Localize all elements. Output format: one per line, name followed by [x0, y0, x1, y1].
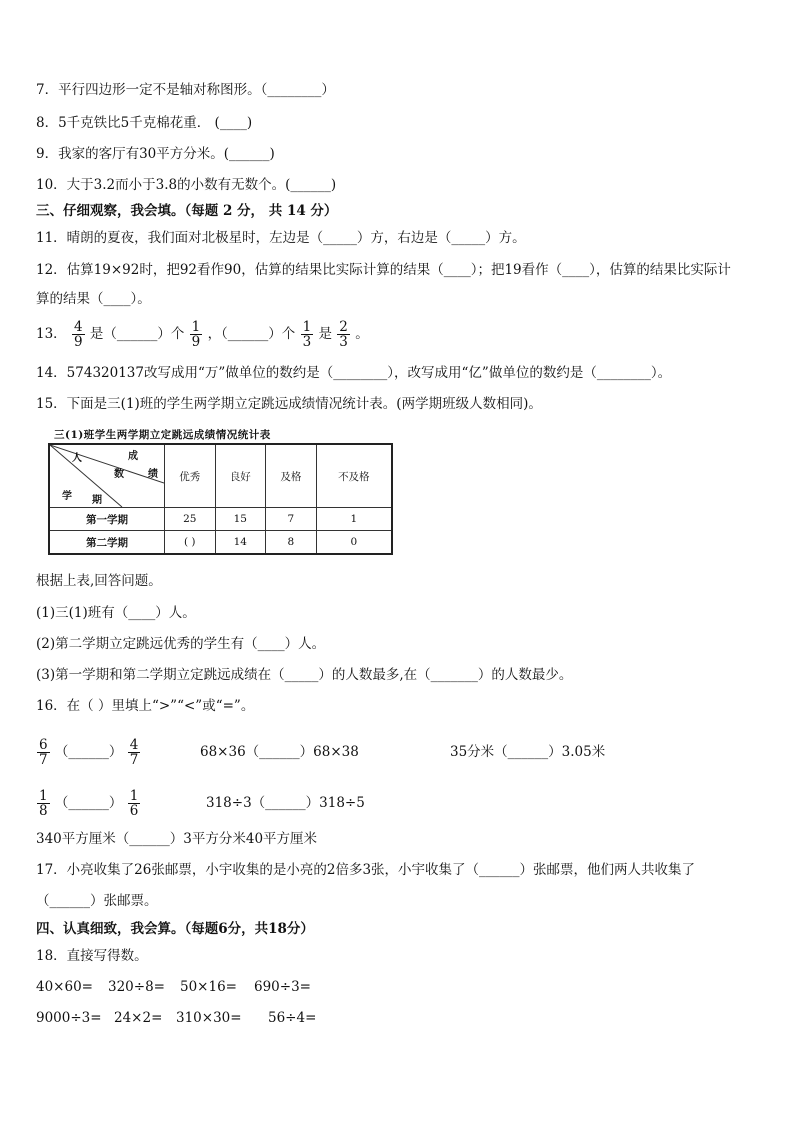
- question-17-line-1: 17．小亮收集了26张邮票，小宇收集的是小亮的2倍多3张，小宇收集了（______）张邮票，他们两人共收集了: [36, 862, 696, 878]
- calc-item: 320÷8=: [108, 979, 165, 995]
- corner-label-ji: 绩: [148, 469, 158, 480]
- table-cell: ( ): [165, 531, 216, 555]
- question-12-line-2: 算的结果（____）。: [36, 291, 151, 307]
- fraction-6-7: $\frac{6}{7}$: [39, 737, 48, 768]
- table-title: 三(1)班学生两学期立定跳远成绩情况统计表: [54, 429, 271, 441]
- fraction-1-6: $\frac{1}{6}$: [129, 788, 139, 819]
- table-cell: 1: [316, 508, 392, 531]
- q16-row-3: 340平方厘米（______）3平方分米40平方厘米: [36, 831, 318, 847]
- row-label: 第一学期: [49, 508, 165, 531]
- question-15-part-3: (3)第一学期和第二学期立定跳远成绩在（_____）的人数最多,在（_______）的人数最少。: [36, 667, 573, 683]
- corner-label-cheng: 成: [128, 451, 138, 462]
- header-pass: 及格: [266, 444, 317, 508]
- table-cell: 0: [316, 531, 392, 555]
- calc-item: 56÷4=: [268, 1010, 317, 1026]
- question-15-part-2: (2)第二学期立定跳远优秀的学生有（____）人。: [36, 636, 326, 652]
- question-8: 8．5千克铁比5千克棉花重． (____): [36, 115, 253, 131]
- q13-text-3: 是: [318, 326, 332, 342]
- table-cell: 14: [215, 531, 266, 555]
- table-row: [49, 531, 392, 555]
- question-15-part-1: (1)三(1)班有（____）人。: [36, 605, 196, 621]
- fraction-1-3: $\frac{1}{3}$: [302, 319, 312, 350]
- calc-item: 24×2=: [114, 1010, 163, 1026]
- question-17-line-2: （______）张邮票。: [36, 893, 158, 909]
- header-excellent: 优秀: [165, 444, 216, 508]
- question-7: 7．平行四边形一定不是轴对称图形。（________）: [36, 82, 335, 98]
- table-row: [49, 508, 392, 531]
- table-cell: 7: [266, 508, 317, 531]
- statistics-table: [48, 427, 393, 555]
- question-10: 10．大于3.2而小于3.8的小数有无数个。(______): [36, 177, 337, 193]
- corner-label-xue: 学: [62, 491, 72, 502]
- calc-item: 50×16=: [180, 979, 237, 995]
- fraction-4-9: $\frac{4}{9}$: [73, 319, 83, 350]
- table-cell: 8: [266, 531, 317, 555]
- question-15: 15．下面是三(1)班的学生两学期立定跳远成绩情况统计表。(两学期班级人数相同)。: [36, 396, 542, 412]
- question-9: 9．我家的客厅有30平方分米。(______): [36, 146, 275, 162]
- question-13: [36, 318, 369, 350]
- q16-row-1-c: 35分米（______）3.05米: [450, 744, 606, 760]
- compare-blank: （______）: [54, 744, 123, 760]
- question-11: 11．晴朗的夏夜，我们面对北极星时，左边是（_____）方，右边是（_____）方。: [36, 230, 526, 246]
- question-16: 16．在（ ）里填上“>”“<”或“=”。: [36, 698, 255, 714]
- question-18: 18．直接写得数。: [36, 948, 148, 964]
- corner-label-qi: 期: [92, 495, 102, 506]
- corner-label-ren: 人: [72, 453, 82, 464]
- calc-item: 9000÷3=: [36, 1010, 102, 1026]
- header-good: 良好: [215, 444, 266, 508]
- q16-row-2: [36, 785, 141, 821]
- calc-item: 40×60=: [36, 979, 93, 995]
- question-12-line-1: 12．估算19×92时，把92看作90，估算的结果比实际计算的结果（____）；把19看作（____），估算的结果比实际计: [36, 262, 731, 278]
- question-14: 14．574320137改写成用“万”做单位的数约是（________），改写成用“亿”做单位的数约是（________）。: [36, 365, 672, 381]
- compare-blank: （______）: [54, 795, 123, 811]
- q13-text-4: 。: [355, 326, 369, 342]
- table-cell: 15: [215, 508, 266, 531]
- table-cell: 25: [165, 508, 216, 531]
- fraction-1-8: $\frac{1}{8}$: [39, 788, 48, 819]
- fraction-1-9: $\frac{1}{9}$: [191, 319, 201, 350]
- q16-row-2-b: 318÷3（______）318÷5: [206, 795, 365, 811]
- fraction-2-3: $\frac{2}{3}$: [339, 319, 348, 350]
- header-fail: 不及格: [316, 444, 392, 508]
- q16-row-1-b: 68×36（______）68×38: [200, 744, 359, 760]
- section-3-heading: 三、仔细观察，我会填。（每题 2 分， 共 14 分）: [36, 203, 338, 219]
- q13-text-2: ，（______）个: [207, 326, 296, 342]
- corner-label-shu: 数: [114, 469, 124, 480]
- row-label: 第二学期: [49, 531, 165, 555]
- table-corner-cell: [49, 444, 165, 508]
- fraction-4-7: $\frac{4}{7}$: [129, 737, 139, 768]
- q13-text-1: 是（______）个: [89, 326, 185, 342]
- section-4-heading: 四、认真细致，我会算。（每题6分，共18分）: [36, 921, 314, 937]
- q16-row-1: [36, 734, 141, 770]
- calc-item: 310×30=: [176, 1010, 242, 1026]
- question-15-intro: 根据上表,回答问题。: [36, 573, 162, 589]
- calc-item: 690÷3=: [254, 979, 311, 995]
- q13-prefix: 13．: [36, 326, 67, 342]
